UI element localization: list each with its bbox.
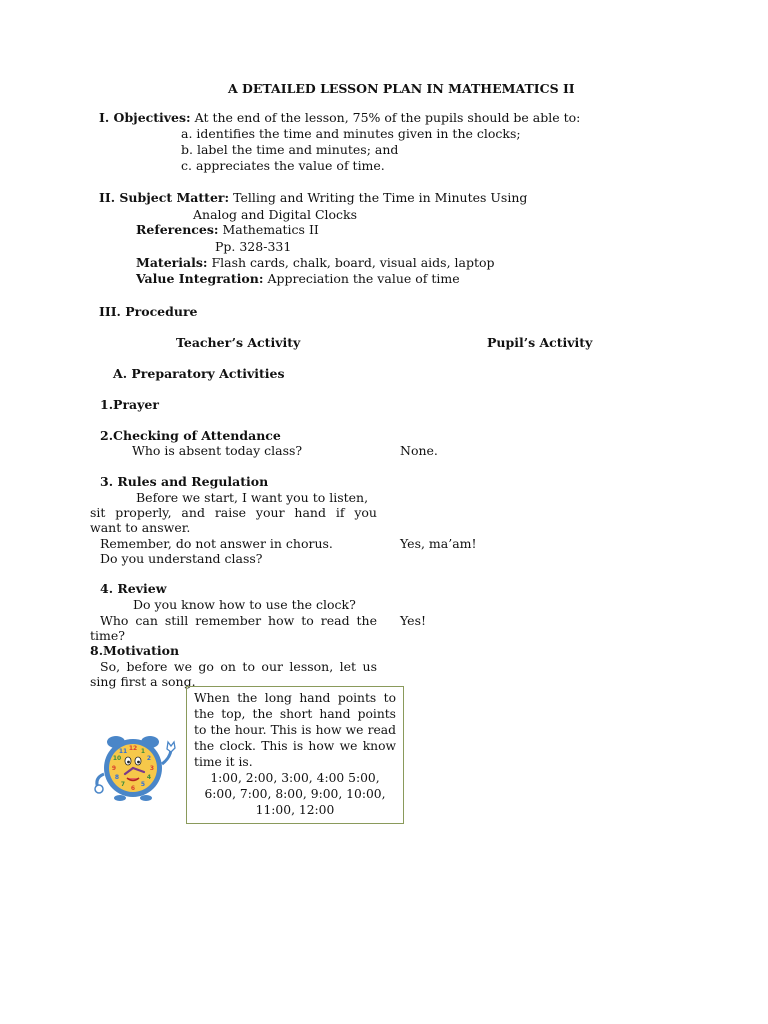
rules-teacher-line-5: Do you understand class? xyxy=(100,551,263,566)
motivation-teacher-line-2: sing first a song. xyxy=(90,674,196,689)
value-integration-label: Value Integration: xyxy=(136,271,264,286)
rules-heading: 3. Rules and Regulation xyxy=(100,474,269,489)
svg-text:9: 9 xyxy=(111,765,117,772)
objectives-intro: At the end of the lesson, 75% of the pupils should be able to: xyxy=(194,110,581,125)
rules-teacher-line-1: Before we start, I want you to listen, xyxy=(136,490,369,505)
rules-teacher-line-2 xyxy=(90,505,377,520)
svg-text:8: 8 xyxy=(114,774,120,781)
svg-text:1: 1 xyxy=(140,748,146,755)
attendance-teacher-text: Who is absent today class? xyxy=(132,443,303,458)
objective-item-c: c. appreciates the value of time. xyxy=(181,158,385,173)
procedure-heading: III. Procedure xyxy=(99,304,198,319)
teacher-activity-header: Teacher’s Activity xyxy=(176,335,301,350)
rules-teacher-line-3: want to answer. xyxy=(90,520,191,535)
svg-text:2: 2 xyxy=(146,755,152,762)
subject-matter-value-cont: Analog and Digital Clocks xyxy=(193,207,358,222)
pupil-activity-header: Pupil’s Activity xyxy=(487,335,593,350)
svg-text:12: 12 xyxy=(128,745,138,752)
review-teacher-line-2-text: Who can still remember how to read the xyxy=(100,613,377,628)
attendance-heading: 2.Checking of Attendance xyxy=(100,428,281,443)
value-integration-line xyxy=(136,271,460,286)
references-pages: Pp. 328-331 xyxy=(215,239,292,254)
svg-text:10: 10 xyxy=(112,755,122,762)
song-times-line-3: 11:00, 12:00 xyxy=(255,803,335,817)
subject-matter-label: II. Subject Matter: xyxy=(99,190,230,205)
cartoon-clock-icon xyxy=(92,734,182,802)
objective-item-a: a. identifies the time and minutes given in the clocks; xyxy=(181,126,521,141)
rules-teacher-line-2-text: sit properly, and raise your hand if you xyxy=(90,505,377,520)
references-label: References: xyxy=(136,222,219,237)
rules-teacher-line-4: Remember, do not answer in chorus. xyxy=(100,536,333,551)
song-lyrics-box xyxy=(186,686,404,824)
materials-label: Materials: xyxy=(136,255,208,270)
materials-line xyxy=(136,255,495,270)
svg-text:7: 7 xyxy=(120,781,126,788)
references-line xyxy=(136,222,319,237)
review-teacher-line-3: time? xyxy=(90,628,125,643)
song-times-line-1: 1:00, 2:00, 3:00, 4:00 5:00, xyxy=(210,771,380,785)
review-teacher-line-1: Do you know how to use the clock? xyxy=(133,597,356,612)
svg-text:4: 4 xyxy=(146,774,152,781)
objective-item-b: b. label the time and minutes; and xyxy=(181,142,399,157)
section-a-heading: A. Preparatory Activities xyxy=(113,366,285,381)
prayer-heading: 1.Prayer xyxy=(100,397,159,412)
review-pupil-text: Yes! xyxy=(400,613,427,628)
page-title: A DETAILED LESSON PLAN IN MATHEMATICS II xyxy=(228,81,575,96)
subject-matter-line xyxy=(99,190,527,205)
motivation-heading: 8.Motivation xyxy=(90,643,180,658)
objectives-label: I. Objectives: xyxy=(99,110,191,125)
clock-waving-hand xyxy=(167,742,175,752)
references-value: Mathematics II xyxy=(222,222,319,237)
attendance-pupil-text: None. xyxy=(400,443,438,458)
review-teacher-line-2 xyxy=(100,613,377,628)
svg-text:3: 3 xyxy=(149,765,155,772)
svg-text:6: 6 xyxy=(130,785,136,792)
subject-matter-value: Telling and Writing the Time in Minutes Using xyxy=(233,190,528,205)
objectives-line xyxy=(99,110,580,125)
motivation-teacher-line-1-text: So, before we go on to our lesson, let us xyxy=(100,659,377,674)
review-heading: 4. Review xyxy=(100,581,167,596)
motivation-teacher-line-1 xyxy=(100,659,377,674)
svg-text:11: 11 xyxy=(118,748,128,755)
svg-text:5: 5 xyxy=(140,781,146,788)
materials-value: Flash cards, chalk, board, visual aids, laptop xyxy=(211,255,495,270)
value-integration-value: Appreciation the value of time xyxy=(267,271,460,286)
song-times-line-2: 6:00, 7:00, 8:00, 9:00, 10:00, xyxy=(204,787,386,801)
rules-pupil-text: Yes, ma’am! xyxy=(400,536,477,551)
song-lyrics: When the long hand points to the top, the short hand points to the hour. This is how we read the clock. This is how we know time it is. xyxy=(194,691,396,769)
